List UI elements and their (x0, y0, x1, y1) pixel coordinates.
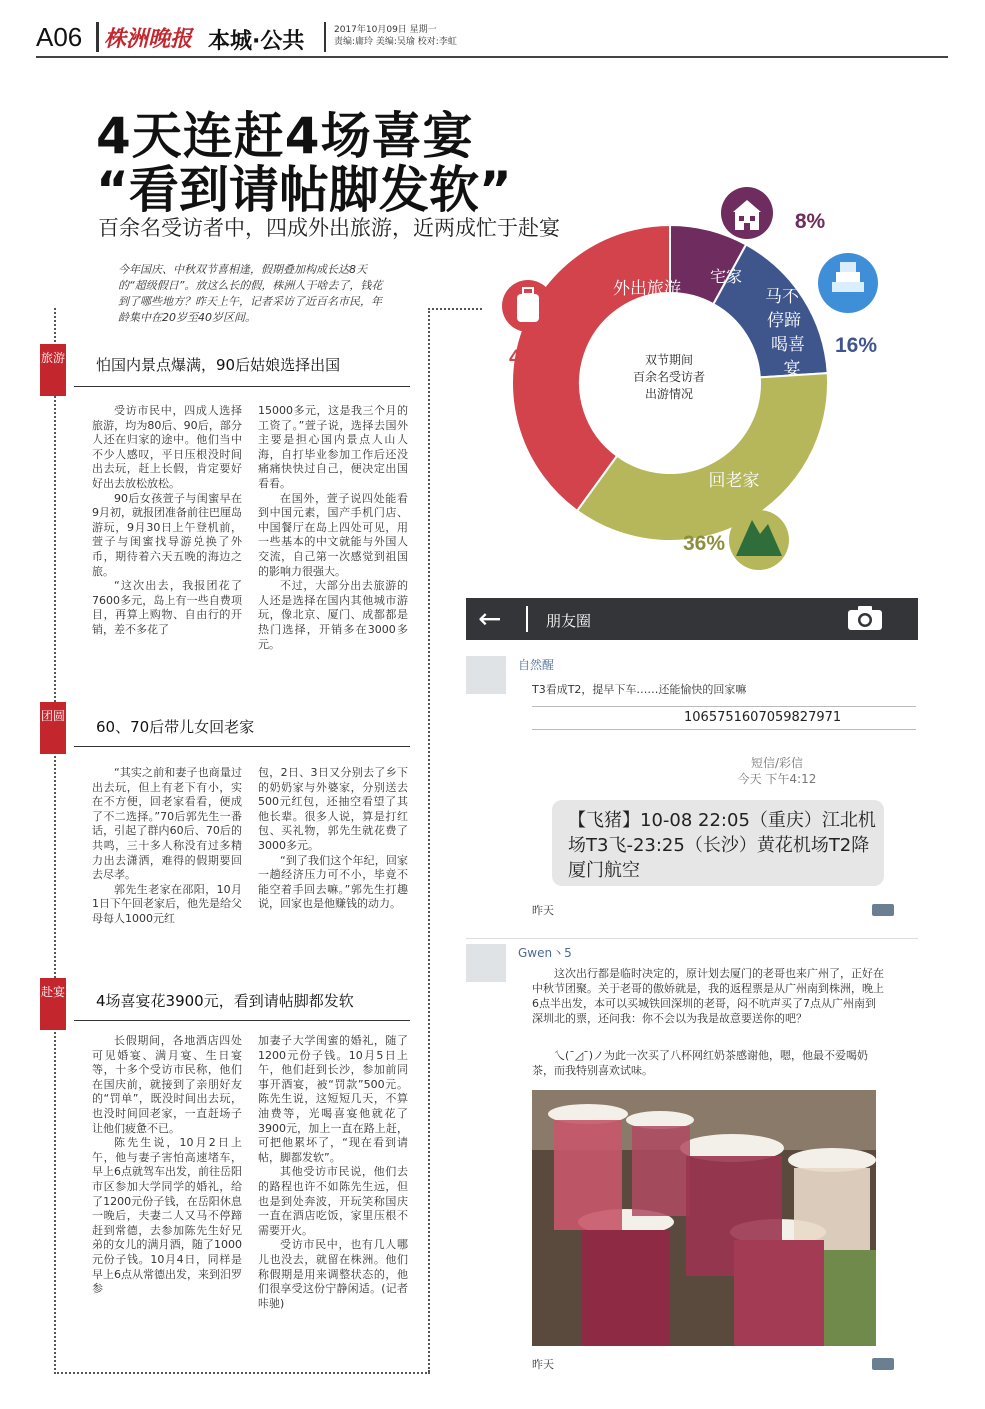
issue-date: 2017年10月09日 星期一 (334, 25, 437, 35)
post-time: 昨天 (532, 1358, 554, 1371)
slice-percent-home: 8% (794, 210, 826, 233)
paragraph: 其他受访市民说，他们去的路程也许不如陈先生远，但也是到处奔波，开玩笑称国庆一直在酒店吃饭，家里压根不需要开火。 (258, 1165, 408, 1237)
luggage-icon (502, 280, 554, 332)
svg-text:停蹄: 停蹄 (767, 311, 801, 331)
comment-menu-button[interactable] (872, 1358, 894, 1370)
section-rule (74, 386, 410, 387)
slice-label-hometown: 回老家 (708, 471, 760, 491)
section-tag-reunion: 团圆 (40, 702, 66, 754)
camera-icon[interactable] (846, 604, 884, 632)
slice-label-home: 宅家 (709, 267, 743, 286)
milk-tea-photo[interactable] (532, 1090, 876, 1346)
paragraph: 不过，大部分出去旅游的人还是选择在国内其他城市游玩，像北京、厦门、成都都是热门选择，开销多在3000多元。 (258, 579, 408, 651)
paragraph: 包，2日、3日又分别去了乡下的奶奶家与外婆家，分别送去500元红包，还抽空看望了其他长辈。很多人说，算是打红包、买礼物，郭先生就花费了3000多元。 (258, 766, 408, 852)
page-number: A06 (36, 22, 83, 52)
section-rule (74, 746, 410, 747)
paragraph: “到了我们这个年纪，回家一趟经济压力可不小，毕竟不能空着手回去嘛。”郭先生打趣说，回家也是他赚钱的动力。 (258, 853, 408, 911)
slice-label-travel: 外出旅游 (613, 279, 681, 299)
section-travel-col1 (92, 404, 242, 638)
chart-center-text (614, 352, 724, 403)
slice-percent-banquet: 16% (834, 334, 878, 357)
paragraph: 受访市民中，也有几人哪儿也没去，就留在株洲。他们称假期是用来调整状态的，他们很享受这份宁静闲适。(记者 咔驰) (258, 1238, 408, 1310)
paragraph: 90后女孩萱子与闺蜜早在9月初，就报团准备前往巴厘岛游玩，9月30日上午登机前，萱子与闺蜜找导游兑换了外币，期待着六天五晚的海边之旅。 (92, 491, 242, 578)
post-username[interactable]: Gwen丶5 (518, 946, 572, 960)
post-text: T3看成T2，提早下车……还能愉快的回家嘛 (532, 683, 747, 696)
moments-title: 朋友圈 (546, 612, 592, 630)
slice-percent-hometown: 36% (682, 532, 726, 555)
post-time: 昨天 (532, 904, 554, 917)
sms-sender-number: 1065751607059827971 (684, 710, 842, 725)
headline-subtitle: 百余名受访者中，四成外出旅游，近两成忙于赴宴 (98, 216, 560, 240)
section-title-banquet: 4场喜宴花3900元，看到请帖脚都发软 (96, 992, 354, 1010)
section-title-travel: 怕国内景点爆满，90后姑娘选择出国 (96, 356, 341, 374)
section-tag-banquet: 赴宴 (40, 978, 66, 1030)
paragraph: 15000多元，这是我三个月的工资了。”萱子说，选择去国外主要是担心国内景点人山人海，自打毕业参加工作后还没痛痛快快过自己，便决定出国看看。 (258, 404, 408, 490)
post-text: 这次出行都是临时决定的，原计划去厦门的老哥也来广州了，正好在中秋节团聚。关于老哥的傲娇就是，我的返程票是从广州南到株洲，晚上6点半出发，本可以买城铁回深圳的老哥，闷不吭声买了7点从广州南到深圳北的票，还问我：你不会以为我是故意要送你的吧？ (532, 967, 884, 1025)
slice-percent-travel: 40% (508, 346, 552, 369)
mountain-icon (729, 510, 789, 570)
sms-body: 【飞猪】10-08 22:05（重庆）江北机场T3飞-23:25（长沙）黄花机场T2降厦门航空 (568, 810, 876, 881)
paragraph: 陈先生说，10月2日上午，他与妻子害怕高速堵车，早上6点就驾车出发，前往岳阳市区参加大学同学的婚礼，给了1200元份子钱，在岳阳休息一晚后，夫妻二人又马不停蹄赶到常德，去参加陈先生好兄弟的女儿的满月酒，随了1000元份子钱。10月4日，同样是早上6点从常德出发，来到汨罗参 (92, 1136, 242, 1296)
section-rule (74, 1020, 410, 1021)
editor-credits: 责编:庸玲 美编:吴瑜 校对:李虹 (334, 37, 457, 47)
svg-text:宴: 宴 (783, 359, 801, 379)
paragraph: 在国外，萱子说四处能看到中国元素，国产手机门店、中国餐厅在岛上四处可见，用一些基本的中文就能与外国人交流，自己第一次感觉到祖国的影响力很强大。 (258, 491, 408, 578)
section-travel-col2 (258, 404, 408, 652)
cake-icon (818, 253, 878, 313)
intro-paragraph: 今年国庆、中秋双节喜相逢，假期叠加构成长达8天的“超级假日”。放这么长的假，株洲人干啥去了，钱花到了哪些地方？昨天上午，记者采访了近百名市民，年龄集中在20岁至40岁区间。 (118, 263, 383, 324)
nav-separator (526, 606, 528, 632)
section-tag-travel: 旅游 (40, 344, 66, 396)
house-icon (721, 187, 773, 239)
header-divider-2 (324, 22, 326, 52)
paragraph: 郭先生老家在邵阳，10月1日下午回老家后，他先是给父母每人1000元红 (92, 882, 242, 925)
section-title-reunion: 60、70后带儿女回老家 (96, 718, 255, 736)
section-banquet-col1 (92, 1034, 242, 1297)
section-reunion-col2 (258, 766, 408, 912)
paragraph: “这次出去，我报团花了7600多元，岛上有一些自费项目，再算上购物、自由行的开销，差不多花了 (92, 579, 242, 636)
header-rule (36, 56, 948, 58)
post-separator (466, 938, 918, 939)
svg-text:喝喜: 喝喜 (771, 335, 805, 355)
comment-menu-button[interactable] (872, 904, 894, 916)
article-frame-right (428, 308, 430, 1372)
header-meta (334, 24, 457, 48)
sms-time: 今天 下午4:12 (737, 772, 817, 786)
section-banquet-col2 (258, 1034, 408, 1311)
milk-tea-illustration (532, 1090, 876, 1346)
avatar[interactable] (466, 656, 506, 694)
paragraph: “其实之前和妻子也商量过出去玩，但上有老下有小，实在不方便，回老家看看，便成了不二选择。”70后郭先生一番话，引起了群内60后、70后的共鸣，三十多人称没有过多精力出去潇洒，难得的假期要回去尽孝。 (92, 766, 242, 882)
header-divider (96, 22, 99, 52)
newspaper-logo: 株洲晚报 (104, 26, 193, 52)
avatar[interactable] (466, 944, 506, 982)
post-text-2: 乀(ˉ◿ˉ)ノ为此一次买了八杯网红奶茶感谢他，嗯，他最不爱喝奶茶，而我特别喜欢试味。 (532, 1049, 869, 1077)
section-name: 本城·公共 (208, 29, 305, 54)
chart-center-line: 双节期间 (644, 353, 693, 367)
headline-line-2: “看到请帖脚发软” (96, 161, 512, 219)
back-arrow-icon[interactable]: ← (478, 602, 502, 635)
sms-type: 短信/彩信 (750, 756, 804, 770)
section-reunion-col1 (92, 766, 242, 927)
post-username[interactable]: 自然醒 (518, 658, 555, 672)
paragraph: 长假期间，各地酒店四处可见婚宴、满月宴、生日宴等，十多个受访市民称，他们在国庆前，就接到了亲朋好友的“罚单”，既没时间出去玩，也没时间回老家，一直赶场子让他们疲惫不已。 (92, 1034, 242, 1135)
chart-center-line: 百余名受访者 (632, 370, 705, 384)
paragraph: 加妻子大学闺蜜的婚礼，随了1200元份子钱。10月5日上午，他们赶到长沙，参加前同事开酒宴，被“罚款”500元。陈先生说，这短短几天，不算油费等，光喝喜宴他就花了3900元，加上一直在路上赶，可把他累坏了，“现在看到请帖，脚都发软”。 (258, 1034, 408, 1164)
paragraph: 受访市民中，四成人选择旅游，均为80后、90后，部分人还在归家的途中。他们当中不少人感叹，平日压根没时间出去玩，赶上长假，肯定要好好出去放松放松。 (92, 404, 242, 490)
svg-text:马不: 马不 (765, 287, 799, 307)
headline-line-1: 4天连赶4场喜宴 (96, 107, 474, 165)
chart-center-line: 出游情况 (644, 387, 693, 401)
